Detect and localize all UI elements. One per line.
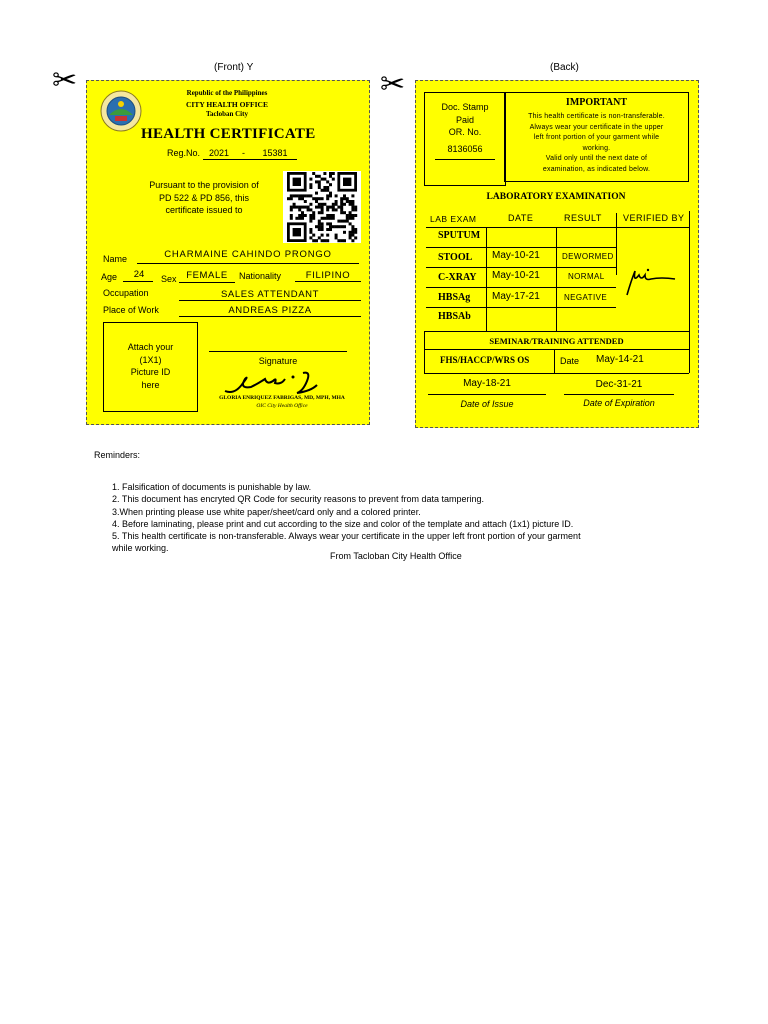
back-card [415,80,699,428]
lab-header-verified: VERIFIED BY [623,213,685,223]
list-item: 4. Before laminating, please print and cut according to the size and color of the template and attach (1x1) picture ID. [112,518,574,529]
seminar-date: May-14-21 [596,354,644,365]
seminar-name: FHS/HACCP/WRS OS [440,355,530,365]
list-item: while working. [112,543,169,554]
lab-row-date: May-10-21 [492,250,540,261]
scissors-icon: ✂ [380,68,406,101]
lab-header-date: DATE [508,213,534,223]
front-label: (Front) Y [214,62,254,73]
reminders-list [112,481,581,555]
reg-number: 15381 [262,148,288,158]
lab-row-exam: C-XRAY [438,272,477,283]
reg-year: 2021 [208,148,230,158]
list-item: 2. This document has encryted QR Code for security reasons to prevent from data tampering. [112,494,485,505]
workplace-label: Place of Work [103,305,159,315]
page-title: HEALTH CERTIFICATE [141,126,316,142]
pursuant-text: Pursuant to the provision of PD 522 & PD 856, this certificate issued to [149,180,259,215]
reminders-footer: From Tacloban City Health Office [330,551,462,561]
officer-signature-icon [221,369,331,397]
age-value: 24 [133,269,145,280]
reminders-title: Reminders: [94,450,141,460]
reg-separator: - [242,148,245,158]
header-office: CITY HEALTH OFFICE [186,100,268,109]
list-item: 1. Falsification of documents is punishable by law. [112,482,312,492]
qr-code-icon [283,171,361,243]
nationality-label: Nationality [239,271,282,281]
lab-row-date: May-17-21 [492,291,540,302]
lab-row-date: May-10-21 [492,270,540,281]
lab-row-result: NEGATIVE [564,293,608,302]
lab-row-exam: SPUTUM [438,230,481,241]
officer-title: OIC City Health Office [256,403,308,409]
sex-value: FEMALE [186,270,228,281]
list-item: 3.When printing please use white paper/sheet/card only and a colored printer. [112,506,421,517]
scissors-icon: ✂ [52,64,78,97]
occupation-value: SALES ATTENDANT [220,289,320,300]
photo-box: Attach your (1X1) Picture ID here [103,322,198,412]
sex-label: Sex [161,274,177,284]
lab-row-result: DEWORMED [562,252,614,261]
issue-label: Date of Issue [460,399,514,409]
name-value: CHARMAINE CAHINDO PRONGO [164,249,332,260]
list-item: 5. This health certificate is non-transferable. Always wear your certificate in the upper left front portion of your garment [112,531,581,542]
back-label: (Back) [550,62,579,73]
header-republic: Republic of the Philippines [186,89,268,97]
important-title: IMPORTANT [565,97,628,108]
seminar-date-label: Date [560,356,580,366]
officer-name: GLORIA ENRIQUEZ FABRIGAS, MD, MPH, MHA [219,395,345,401]
reg-label: Reg.No. [167,148,201,158]
nationality-value: FILIPINO [305,270,351,281]
signature-label: Signature [258,356,298,366]
lab-row-result: NORMAL [568,272,605,281]
lab-header-exam: LAB EXAM [430,214,477,224]
lab-header-result: RESULT [564,213,602,223]
lab-row-exam: HBSAg [438,292,471,303]
or-number: 8136056 [447,144,483,154]
name-label: Name [103,254,128,264]
verifier-signature-icon [621,265,677,299]
signature-line [209,351,347,352]
workplace-value: ANDREAS PIZZA [228,305,312,316]
expiry-date: Dec-31-21 [595,379,643,390]
seminar-title: SEMINAR/TRAINING ATTENDED [489,336,624,346]
reg-line [203,159,297,160]
lab-row-exam: HBSAb [438,311,471,322]
lab-row-exam: STOOL [438,252,473,263]
issue-date: May-18-21 [463,378,511,389]
front-card [86,80,370,425]
age-label: Age [101,272,118,282]
expiry-label: Date of Expiration [583,398,655,408]
lab-title: LABORATORY EXAMINATION [486,192,626,202]
doc-stamp-box: Doc. Stamp Paid OR. No. 8136056 [424,92,506,186]
header-city: Tacloban City [206,110,248,118]
occupation-label: Occupation [103,288,149,298]
important-box: IMPORTANT This health certificate is non-transferable. Always wear your certificate in the upper left front portion of your garment while working. Valid only until the next date of examination, as indicated below. [504,92,689,182]
